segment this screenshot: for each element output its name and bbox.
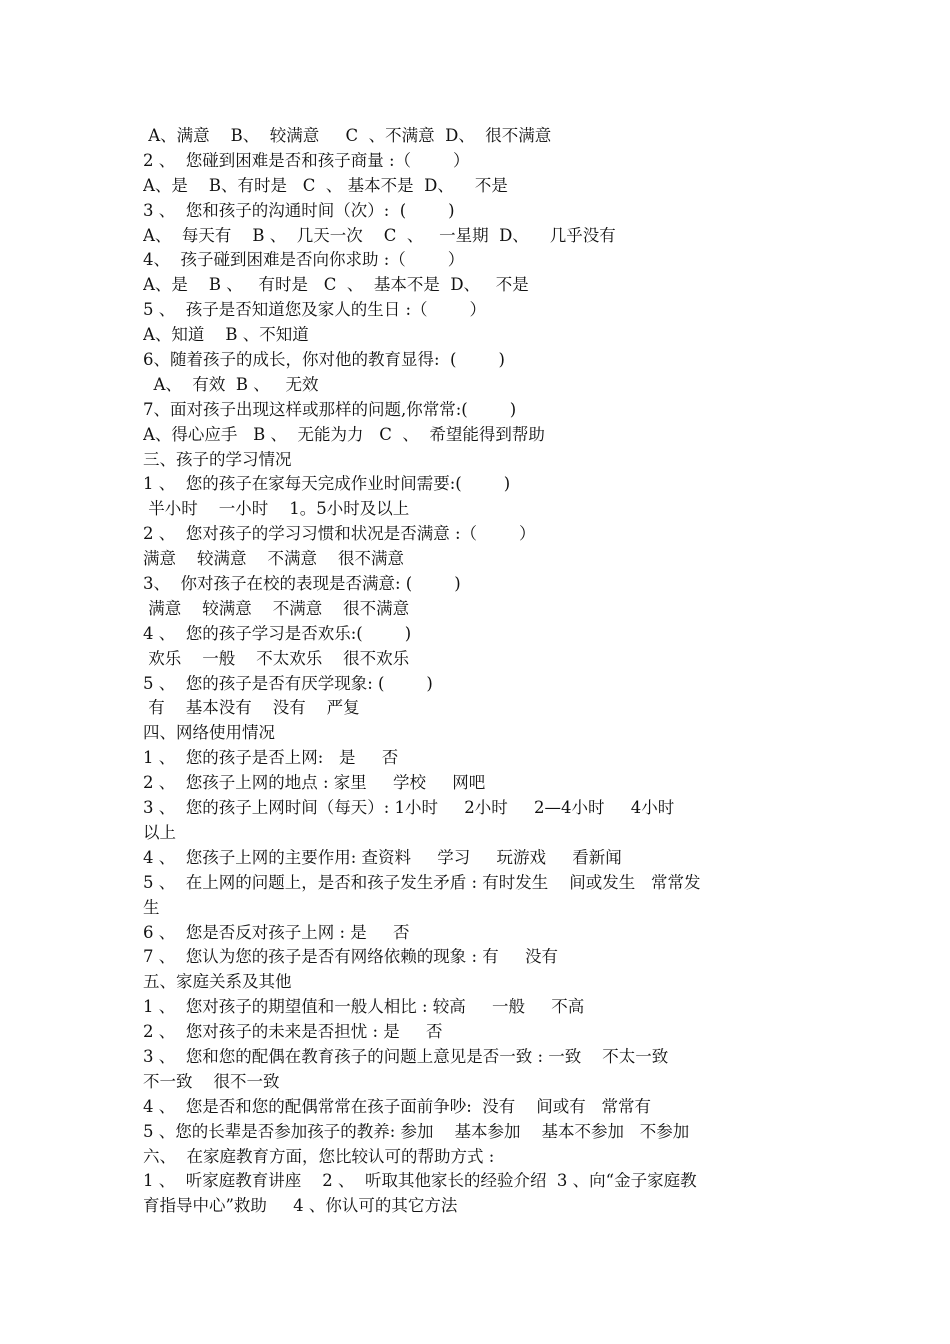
text-line: 满意 较满意 不满意 很不满意 [143,598,410,618]
text-line: 4 、 您的孩子学习是否欢乐:( ) [143,623,412,643]
section-heading: 六、 在家庭教育方面，您比较认可的帮助方式 : [143,1146,495,1166]
text-line: 7 、 您认为您的孩子是否有网络依赖的现象 : 有 没有 [143,947,559,967]
text-line: 4、 孩子碰到困难是否向你求助 :（ ） [143,250,465,270]
text-line: 4 、 您孩子上网的主要作用: 查资料 学习 玩游戏 看新闻 [143,847,622,867]
text-line: 1 、 您的孩子是否上网: 是 否 [143,748,399,768]
text-line: 1 、 听家庭教育讲座 2 、 听取其他家长的经验介绍 3 、向“金子家庭教 [143,1171,697,1191]
text-line: 欢乐 一般 不太欢乐 很不欢乐 [143,648,410,668]
text-line: 1 、 您的孩子在家每天完成作业时间需要:( ) [143,474,511,494]
questionnaire-body [143,124,813,1219]
text-line: 5 、 在上网的问题上，是否和孩子发生矛盾 : 有时发生 间或发生 常常发 [143,872,701,892]
text-line: A、 每天有 B 、 几天一次 C 、 一星期 D、 几乎没有 [143,225,616,245]
text-line: 1 、 您对孩子的期望值和一般人相比 : 较高 一般 不高 [143,997,585,1017]
text-line: 3 、 您和孩子的沟通时间（次）: ( ) [143,200,455,220]
text-line: A、是 B、有时是 C 、 基本不是 D、 不是 [143,175,508,195]
text-line: 以上 [143,822,176,842]
text-line: 6、随着孩子的成长，你对他的教育显得: ( ) [143,350,505,370]
text-line: 3 、 您和您的配偶在教育孩子的问题上意见是否一致 : 一致 不太一致 [143,1046,669,1066]
section-heading: 四、网络使用情况 [143,723,275,743]
section-heading: 三、孩子的学习情况 [143,449,292,469]
text-line: 不一致 很不一致 [143,1071,280,1091]
text-line: 6 、 您是否反对孩子上网 : 是 否 [143,922,410,942]
text-line: A、 有效 B 、 无效 [143,374,319,394]
text-line: 2 、 您对孩子的学习习惯和状况是否满意 :（ ） [143,524,536,544]
text-line: A、知道 B 、不知道 [143,325,309,345]
text-line: A、满意 B、 较满意 C 、不满意 D、 很不满意 [143,126,552,145]
text-line: 4 、 您是否和您的配偶常常在孩子面前争吵: 没有 间或有 常常有 [143,1096,651,1116]
text-line: 育指导中心”救助 4 、你认可的其它方法 [143,1196,458,1216]
text-line: 5 、 您的孩子是否有厌学现象: ( ) [143,673,433,693]
text-line: 生 [143,897,160,917]
text-line: A、得心应手 B 、 无能为力 C 、 希望能得到帮助 [143,424,545,444]
text-line: 2 、 您孩子上网的地点 : 家里 学校 网吧 [143,773,486,793]
text-line: 5 、您的长辈是否参加孩子的教养: 参加 基本参加 基本不参加 不参加 [143,1121,690,1141]
text-line: A、是 B 、 有时是 C 、 基本不是 D、 不是 [143,275,529,295]
text-line: 2 、 您对孩子的未来是否担忧 : 是 否 [143,1022,443,1042]
text-line: 3、 你对孩子在校的表现是否满意: ( ) [143,574,461,594]
section-heading: 五、家庭关系及其他 [143,972,292,992]
text-line: 2 、 您碰到困难是否和孩子商量 :（ ） [143,150,470,170]
text-line: 有 基本没有 没有 严复 [143,698,360,718]
text-line: 满意 较满意 不满意 很不满意 [143,549,404,569]
text-line: 半小时 一小时 1。5小时及以上 [143,499,410,519]
text-line: 3 、 您的孩子上网时间（每天）: 1小时 2小时 2—4小时 4小时 [143,798,675,818]
text-line: 5 、 孩子是否知道您及家人的生日 :（ ） [143,300,486,320]
text-line: 7、面对孩子出现这样或那样的问题,你常常:( ) [143,399,517,419]
